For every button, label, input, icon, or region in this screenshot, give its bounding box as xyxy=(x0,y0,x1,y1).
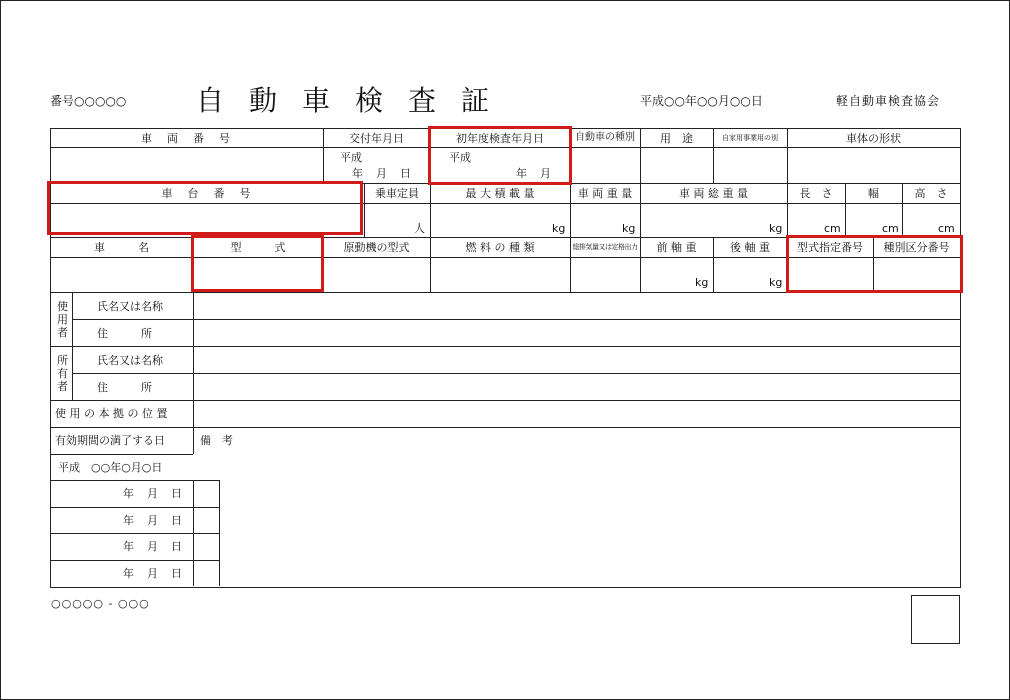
first-inspection-header: 初年度検査年月日 xyxy=(456,132,544,145)
base-location-label: 使 用 の 本 拠 の 位 置 xyxy=(55,407,168,420)
height-header: 高 さ xyxy=(914,187,948,200)
length-unit: cm xyxy=(824,222,841,235)
remarks-label: 備 考 xyxy=(200,434,233,447)
rear-axle-header: 後 軸 重 xyxy=(730,241,770,254)
owner-name-label: 氏名又は名称 xyxy=(97,354,163,367)
vehicle-type-header: 自動車の種別 xyxy=(575,132,635,143)
vehicle-weight-header: 車 両 重 量 xyxy=(577,187,633,200)
issuer-name: 軽自動車検査協会 xyxy=(836,94,941,108)
date-row-3: 年 月 日 xyxy=(123,540,183,553)
max-load-header: 最 大 積 載 量 xyxy=(465,187,535,200)
issue-date-era: 平成 xyxy=(340,151,362,164)
issue-date-header: 平成○○年○○月○○日 xyxy=(640,94,763,108)
body-shape-header: 車体の形状 xyxy=(846,132,901,145)
car-name-header: 車 名 xyxy=(94,241,149,254)
highlight-first-inspection xyxy=(428,126,572,185)
chassis-number-header: 車 台 番 号 xyxy=(161,187,253,200)
first-inspection-ym: 年 月 xyxy=(516,167,552,180)
user-side-label: 使用者 xyxy=(57,300,68,339)
date-row-1: 年 月 日 xyxy=(123,487,183,500)
expiry-date: 平成 ○○年○月○日 xyxy=(58,461,163,474)
model-header: 型 式 xyxy=(230,241,286,254)
first-inspection-era: 平成 xyxy=(449,151,471,164)
height-unit: cm xyxy=(938,222,955,235)
capacity-unit: 人 xyxy=(414,222,425,235)
engine-model-header: 原動機の型式 xyxy=(343,241,410,254)
private-business-header: 自家用事業用の別 xyxy=(722,134,778,142)
highlight-chassis-number xyxy=(47,181,363,235)
gross-weight-header: 車 両 総 重 量 xyxy=(679,187,748,200)
issue-date-ymd: 年 月 日 xyxy=(352,167,412,180)
displacement-header: 総排気量又は定格出力 xyxy=(572,243,638,251)
issue-date-column-header: 交付年月日 xyxy=(349,132,404,145)
model-designation-header: 型式指定番号 xyxy=(797,241,863,254)
fuel-type-header: 燃 料 の 種 類 xyxy=(465,241,535,254)
gross-weight-unit: kg xyxy=(769,222,783,235)
owner-side-label: 所有者 xyxy=(57,354,68,393)
user-name-label: 氏名又は名称 xyxy=(97,300,163,313)
document-title: 自動車検査証 xyxy=(196,84,515,117)
category-number-header: 種別区分番号 xyxy=(883,241,950,254)
length-header: 長 さ xyxy=(799,187,833,200)
date-row-4: 年 月 日 xyxy=(123,567,183,580)
rear-axle-unit: kg xyxy=(769,276,783,289)
capacity-header: 乗車定員 xyxy=(375,187,419,200)
highlight-model-designation-category xyxy=(786,235,963,293)
width-unit: cm xyxy=(882,222,899,235)
owner-address-label: 住 所 xyxy=(97,381,152,394)
front-axle-unit: kg xyxy=(695,276,709,289)
date-row-2: 年 月 日 xyxy=(123,514,183,527)
width-header: 幅 xyxy=(868,187,879,200)
highlight-model xyxy=(191,235,324,292)
stamp-box xyxy=(911,595,960,644)
footer-code: ○○○○○ - ○○○ xyxy=(51,597,150,610)
expiry-label: 有効期間の満了する日 xyxy=(55,434,165,447)
front-axle-header: 前 軸 重 xyxy=(656,241,697,254)
vehicle-number-header: 車 両 番 号 xyxy=(141,132,232,145)
certificate-number: 番号○○○○○ xyxy=(50,94,127,108)
vehicle-weight-unit: kg xyxy=(622,222,636,235)
user-address-label: 住 所 xyxy=(97,327,152,340)
use-header: 用 途 xyxy=(660,132,693,145)
max-load-unit: kg xyxy=(552,222,566,235)
